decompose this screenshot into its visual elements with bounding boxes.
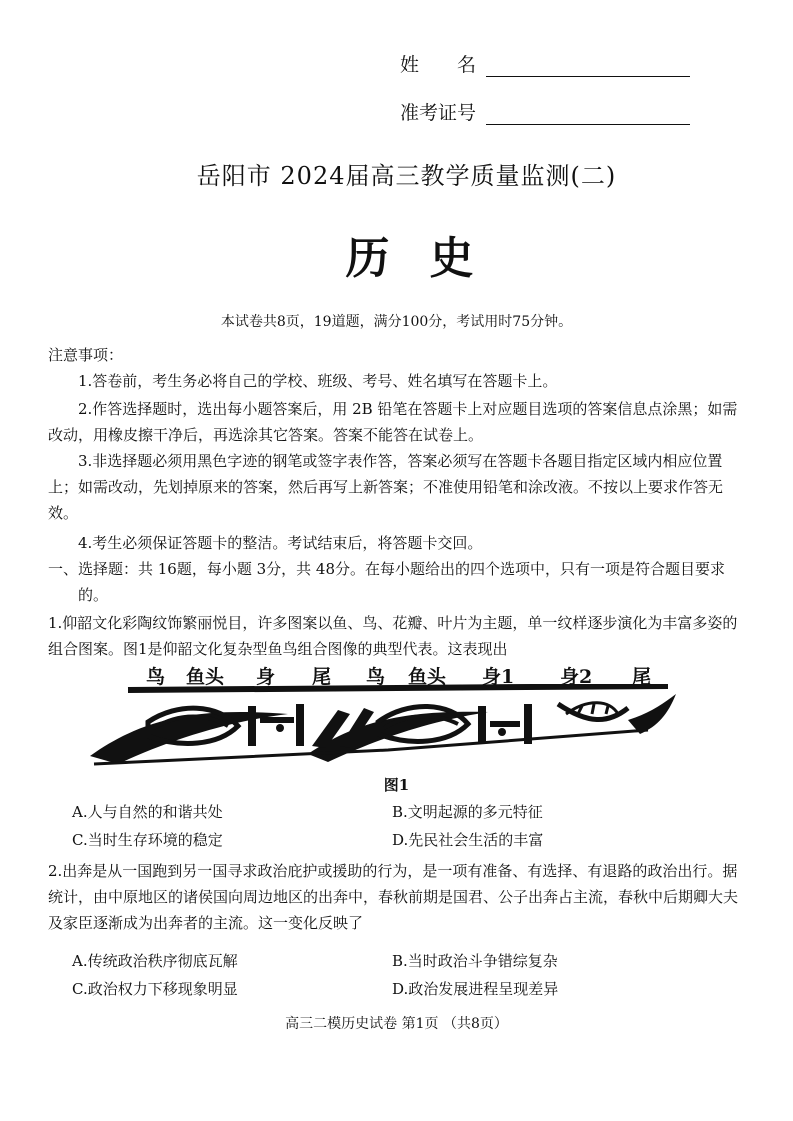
figure-label: 鱼头 — [186, 666, 225, 688]
option-b: B.当时政治斗争错综复杂 — [392, 952, 558, 970]
figure-label: 身1 — [482, 666, 515, 688]
exam-intro: 本试卷共8页，19道题，满分100分，考试用时75分钟。 — [220, 314, 573, 330]
name-label: 姓 名 — [400, 54, 477, 76]
option-a: A.人与自然的和谐共处 — [72, 803, 223, 821]
notice-item-1: 1.答卷前，考生务必将自己的学校、班级、考号、姓名填写在答题卡上。 — [78, 372, 558, 390]
name-row — [400, 50, 690, 77]
notice-heading: 注意事项： — [48, 346, 124, 364]
question-1-stem: 1.仰韶文化彩陶纹饰繁丽悦目，许多图案以鱼、鸟、花瓣、叶片为主题，单一纹样逐步演化为丰富多姿的组合图案。图1是仰韶文化复杂型鱼鸟组合图像的典型代表。这表现出 — [48, 614, 738, 658]
figure-label: 尾 — [632, 666, 652, 688]
figure-label: 尾 — [312, 666, 332, 688]
figure-label: 身 — [256, 666, 276, 688]
subject-title: 历史 — [345, 233, 514, 284]
option-d: D.先民社会生活的丰富 — [392, 831, 544, 849]
exam-id-label: 准考证号 — [400, 102, 477, 124]
fish-bird-pattern-figure — [88, 684, 678, 776]
option-b: B.文明起源的多元特征 — [392, 803, 543, 821]
exam-title: 岳阳市 2024届高三教学质量监测(二) — [196, 162, 617, 190]
notice-item-4: 4.考生必须保证答题卡的整洁。考试结束后，将答题卡交回。 — [78, 534, 483, 552]
figure-label: 鸟 — [366, 666, 386, 688]
option-a: A.传统政治秩序彻底瓦解 — [72, 952, 238, 970]
name-blank-line — [486, 54, 690, 77]
option-c: C.政治权力下移现象明显 — [72, 980, 238, 998]
question-2-stem: 2.出奔是从一国跑到另一国寻求政治庇护或援助的行为，是一项有准备、有选择、有退路的政治出行。据统计，由中原地区的诸侯国向周边地区的出奔中，春秋前期是国君、公子出奔占主流，春秋中后期卿大夫及家臣逐渐成为出奔者的主流。这一变化反映了 — [48, 862, 739, 932]
option-d: D.政治发展进程呈现差异 — [392, 980, 559, 998]
notice-item-3: 3.非选择题必须用黑色字迹的钢笔或签字表作答，答案必须写在答题卡各题目指定区域内相应位置上；如需改动，先划掉原来的答案，然后再写上新答案；不准使用铅笔和涂改液。不按以上要求作答无效。 — [48, 452, 724, 522]
option-c: C.当时生存环境的稳定 — [72, 831, 223, 849]
notice-item-2: 2.作答选择题时，选出每小题答案后，用 2B 铅笔在答题卡上对应题目选项的答案信息点涂黑；如需改动，用橡皮擦干净后，再选涂其它答案。答案不能答在试卷上。 — [48, 400, 738, 444]
question-1-options — [72, 799, 632, 853]
figure-label: 鸟 — [146, 666, 166, 688]
figure-label: 身2 — [560, 666, 593, 688]
section-1-heading: 一、选择题：共 16题，每小题 3分，共 48分。在每小题给出的四个选项中，只有一项是符合题目要求的。 — [48, 560, 726, 604]
question-2-options — [72, 948, 632, 1002]
figure-label: 鱼头 — [408, 666, 447, 688]
exam-id-row — [400, 98, 690, 125]
exam-id-blank-line — [486, 102, 690, 125]
figure-1-caption: 图1 — [383, 776, 410, 794]
page-footer: 高三二模历史试卷 第1页 （共8页） — [285, 1016, 508, 1032]
